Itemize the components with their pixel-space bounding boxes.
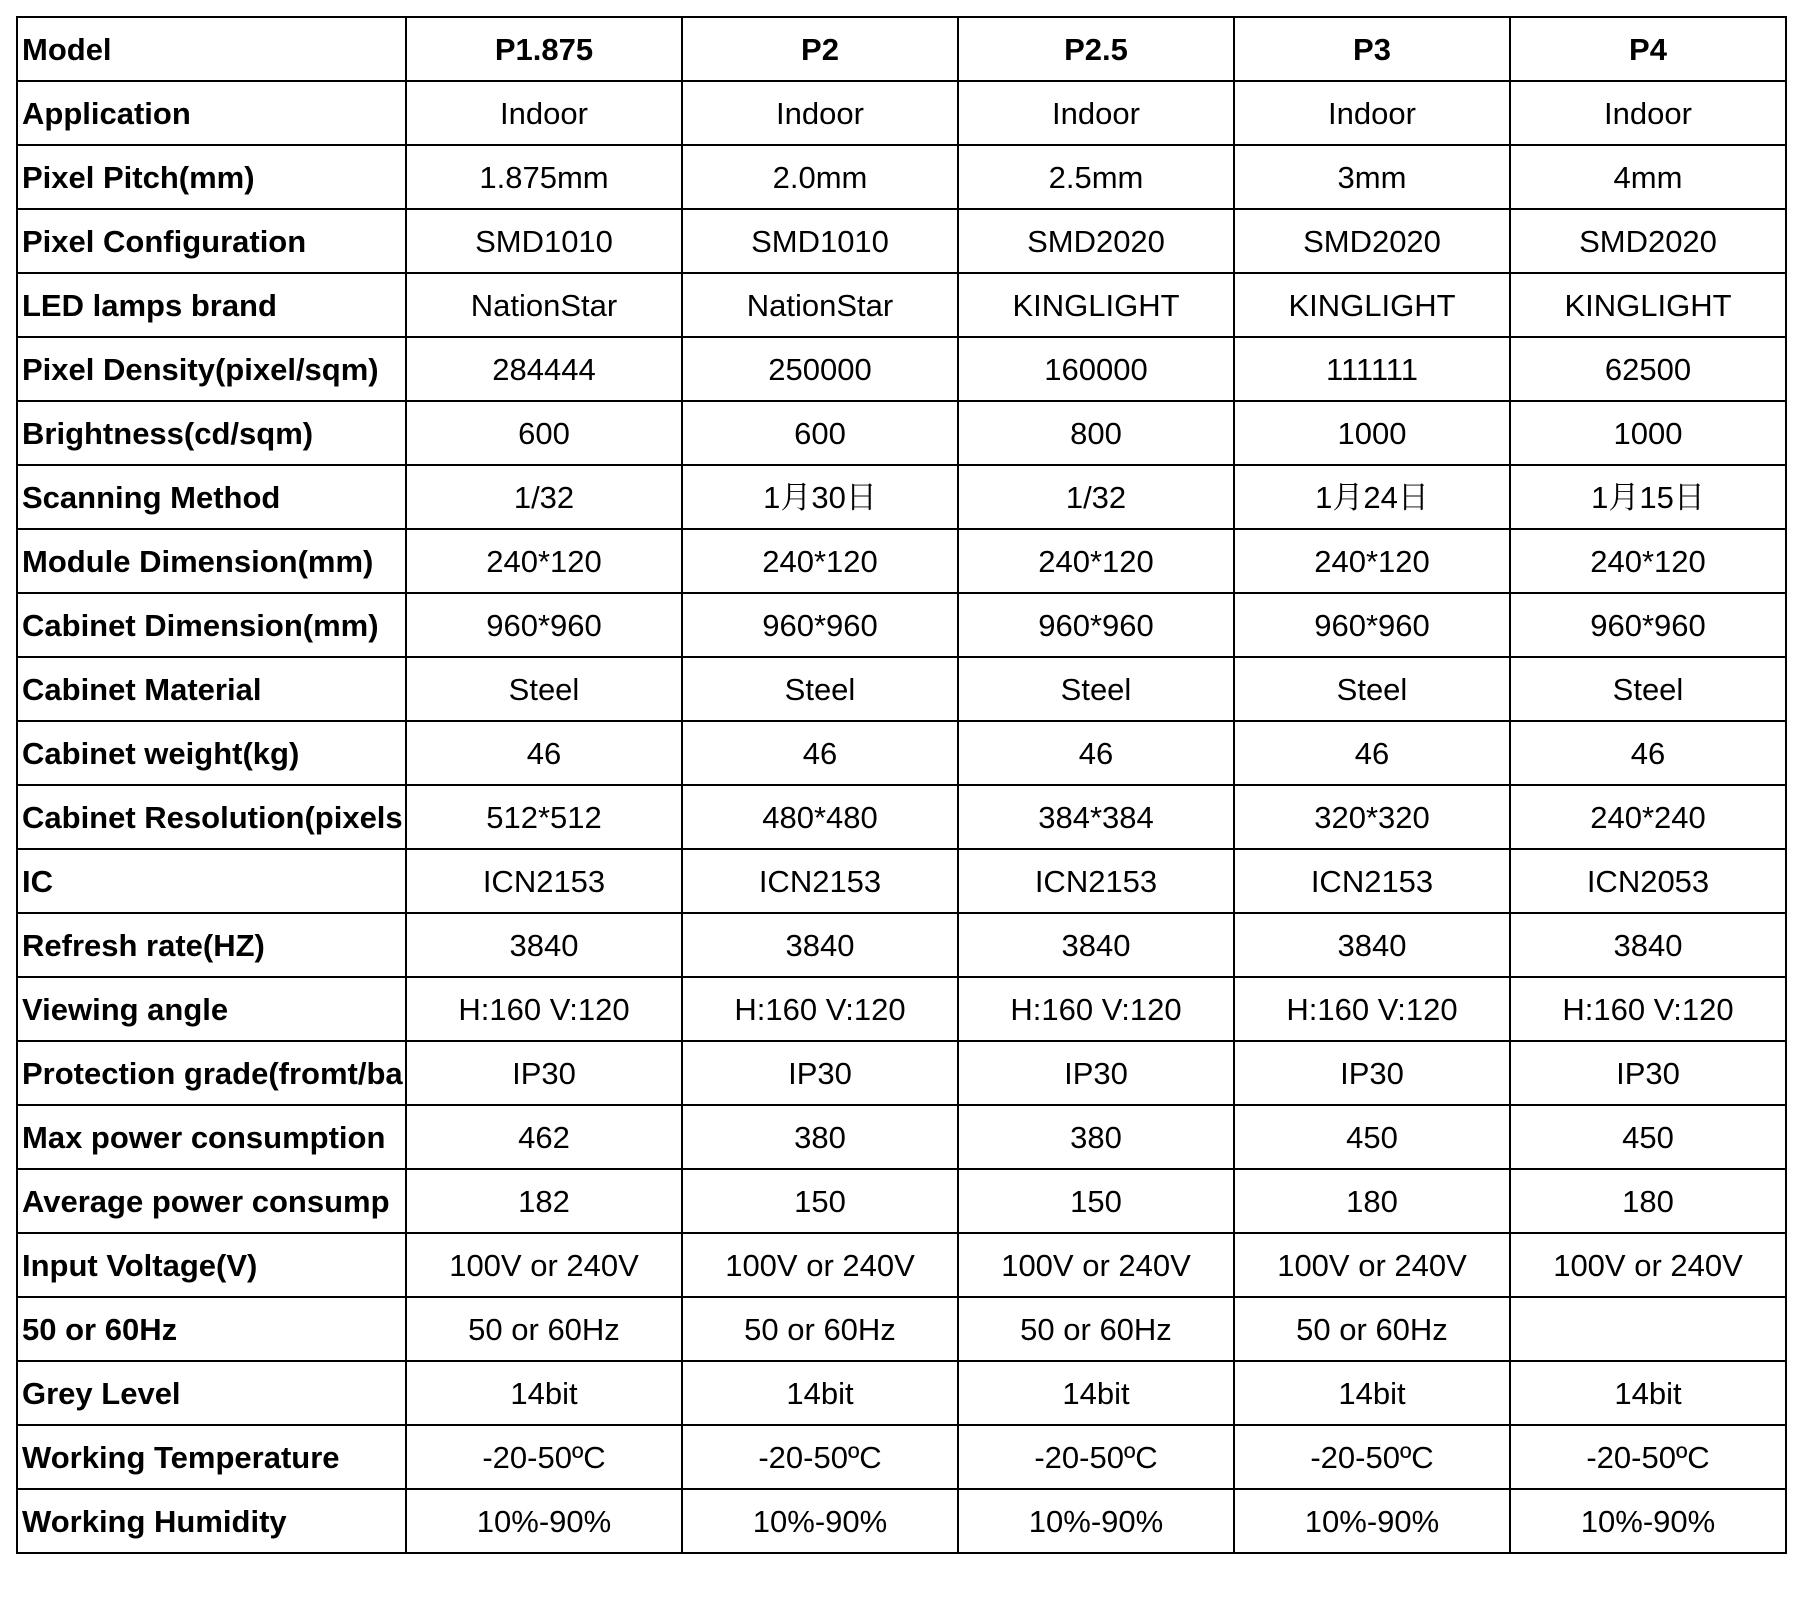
row-value-cell: SMD2020	[1510, 209, 1786, 273]
table-row	[17, 1105, 1786, 1169]
row-label-cell: Viewing angle	[17, 977, 406, 1041]
row-value-cell: 46	[1234, 721, 1510, 785]
table-row	[17, 1489, 1786, 1553]
row-label-cell: Protection grade(fromt/ba	[17, 1041, 406, 1105]
row-label-cell: Working Humidity	[17, 1489, 406, 1553]
row-value-cell: 14bit	[958, 1361, 1234, 1425]
row-value-cell: 512*512	[406, 785, 682, 849]
row-value-cell: 240*120	[1510, 529, 1786, 593]
row-value-cell: 384*384	[958, 785, 1234, 849]
row-value-cell: -20-50ºC	[1510, 1425, 1786, 1489]
row-value-cell: -20-50ºC	[406, 1425, 682, 1489]
row-value-cell: 62500	[1510, 337, 1786, 401]
row-value-cell: 240*120	[406, 529, 682, 593]
row-value-cell: 100V or 240V	[958, 1233, 1234, 1297]
row-value-cell: -20-50ºC	[1234, 1425, 1510, 1489]
row-label-cell: IC	[17, 849, 406, 913]
row-value-cell: 10%-90%	[1510, 1489, 1786, 1553]
table-row	[17, 145, 1786, 209]
row-value-cell: NationStar	[682, 273, 958, 337]
row-label-cell: Max power consumption	[17, 1105, 406, 1169]
row-value-cell: 180	[1510, 1169, 1786, 1233]
row-value-cell: SMD2020	[1234, 209, 1510, 273]
row-value-cell: ICN2153	[958, 849, 1234, 913]
row-label-cell: Pixel Pitch(mm)	[17, 145, 406, 209]
row-value-cell: H:160 V:120	[682, 977, 958, 1041]
header-model-cell: P2	[682, 17, 958, 81]
row-value-cell: 46	[406, 721, 682, 785]
row-value-cell: 46	[682, 721, 958, 785]
row-value-cell: H:160 V:120	[1510, 977, 1786, 1041]
row-value-cell: 3mm	[1234, 145, 1510, 209]
row-value-cell: 450	[1234, 1105, 1510, 1169]
row-label-cell: Cabinet Material	[17, 657, 406, 721]
row-value-cell: 240*120	[682, 529, 958, 593]
row-value-cell: 100V or 240V	[682, 1233, 958, 1297]
row-value-cell: IP30	[406, 1041, 682, 1105]
row-value-cell: -20-50ºC	[682, 1425, 958, 1489]
row-value-cell: 600	[406, 401, 682, 465]
row-value-cell: 1000	[1510, 401, 1786, 465]
row-label-cell: Application	[17, 81, 406, 145]
row-value-cell: 3840	[1234, 913, 1510, 977]
row-label-cell: Cabinet Resolution(pixels	[17, 785, 406, 849]
row-value-cell: SMD2020	[958, 209, 1234, 273]
row-value-cell: 3840	[1510, 913, 1786, 977]
row-value-cell: 46	[1510, 721, 1786, 785]
row-label-cell: Module Dimension(mm)	[17, 529, 406, 593]
row-label-cell: Cabinet weight(kg)	[17, 721, 406, 785]
row-value-cell: NationStar	[406, 273, 682, 337]
header-model-cell: P1.875	[406, 17, 682, 81]
row-value-cell: 10%-90%	[406, 1489, 682, 1553]
row-value-cell: 320*320	[1234, 785, 1510, 849]
row-value-cell: IP30	[682, 1041, 958, 1105]
row-label-cell: Scanning Method	[17, 465, 406, 529]
row-value-cell: 462	[406, 1105, 682, 1169]
row-value-cell: 150	[682, 1169, 958, 1233]
row-value-cell: Indoor	[1510, 81, 1786, 145]
row-value-cell: 180	[1234, 1169, 1510, 1233]
table-row	[17, 785, 1786, 849]
row-value-cell: 4mm	[1510, 145, 1786, 209]
table-row	[17, 1425, 1786, 1489]
row-label-cell: 50 or 60Hz	[17, 1297, 406, 1361]
row-value-cell: 3840	[958, 913, 1234, 977]
row-value-cell: ICN2153	[682, 849, 958, 913]
row-value-cell: Steel	[958, 657, 1234, 721]
table-row	[17, 1361, 1786, 1425]
row-value-cell: 380	[958, 1105, 1234, 1169]
table-row	[17, 529, 1786, 593]
row-value-cell: 10%-90%	[958, 1489, 1234, 1553]
table-row	[17, 593, 1786, 657]
row-value-cell: 450	[1510, 1105, 1786, 1169]
row-value-cell: 3840	[682, 913, 958, 977]
header-model-cell: P4	[1510, 17, 1786, 81]
row-value-cell: Indoor	[1234, 81, 1510, 145]
row-value-cell: 284444	[406, 337, 682, 401]
row-value-cell: Indoor	[406, 81, 682, 145]
row-value-cell: 50 or 60Hz	[682, 1297, 958, 1361]
specification-table-body	[17, 17, 1786, 1553]
header-label-cell: Model	[17, 17, 406, 81]
row-value-cell: 1000	[1234, 401, 1510, 465]
row-value-cell: KINGLIGHT	[1234, 273, 1510, 337]
row-value-cell: 160000	[958, 337, 1234, 401]
row-value-cell: 960*960	[1510, 593, 1786, 657]
table-row	[17, 401, 1786, 465]
row-value-cell: IP30	[958, 1041, 1234, 1105]
table-row	[17, 1233, 1786, 1297]
table-row	[17, 273, 1786, 337]
row-label-cell: Pixel Configuration	[17, 209, 406, 273]
table-row	[17, 1169, 1786, 1233]
row-label-cell: LED lamps brand	[17, 273, 406, 337]
table-row	[17, 337, 1786, 401]
row-value-cell: 1月24日	[1234, 465, 1510, 529]
row-value-cell: 10%-90%	[1234, 1489, 1510, 1553]
row-value-cell: Steel	[1234, 657, 1510, 721]
table-row	[17, 721, 1786, 785]
row-value-cell: ICN2153	[1234, 849, 1510, 913]
row-value-cell: 14bit	[682, 1361, 958, 1425]
row-value-cell	[1510, 1297, 1786, 1361]
row-value-cell: 960*960	[958, 593, 1234, 657]
row-value-cell: 250000	[682, 337, 958, 401]
row-value-cell: 3840	[406, 913, 682, 977]
row-value-cell: 1/32	[958, 465, 1234, 529]
row-label-cell: Cabinet Dimension(mm)	[17, 593, 406, 657]
row-value-cell: 1月30日	[682, 465, 958, 529]
row-value-cell: KINGLIGHT	[958, 273, 1234, 337]
row-value-cell: 240*240	[1510, 785, 1786, 849]
row-value-cell: H:160 V:120	[1234, 977, 1510, 1041]
row-value-cell: 960*960	[406, 593, 682, 657]
row-value-cell: 10%-90%	[682, 1489, 958, 1553]
row-value-cell: 14bit	[406, 1361, 682, 1425]
row-value-cell: 1月15日	[1510, 465, 1786, 529]
row-value-cell: 46	[958, 721, 1234, 785]
header-model-cell: P3	[1234, 17, 1510, 81]
row-value-cell: Steel	[1510, 657, 1786, 721]
table-row	[17, 81, 1786, 145]
table-row	[17, 209, 1786, 273]
row-value-cell: H:160 V:120	[958, 977, 1234, 1041]
row-value-cell: 960*960	[1234, 593, 1510, 657]
row-value-cell: 2.5mm	[958, 145, 1234, 209]
table-row	[17, 977, 1786, 1041]
row-value-cell: Steel	[406, 657, 682, 721]
row-value-cell: 50 or 60Hz	[406, 1297, 682, 1361]
header-model-cell: P2.5	[958, 17, 1234, 81]
row-value-cell: 960*960	[682, 593, 958, 657]
row-value-cell: 50 or 60Hz	[1234, 1297, 1510, 1361]
row-value-cell: 240*120	[1234, 529, 1510, 593]
row-value-cell: 14bit	[1234, 1361, 1510, 1425]
table-row	[17, 849, 1786, 913]
row-value-cell: 1.875mm	[406, 145, 682, 209]
row-value-cell: 2.0mm	[682, 145, 958, 209]
row-value-cell: 240*120	[958, 529, 1234, 593]
specification-table	[16, 16, 1787, 1554]
row-value-cell: 800	[958, 401, 1234, 465]
header-row	[17, 17, 1786, 81]
row-value-cell: 100V or 240V	[1234, 1233, 1510, 1297]
row-value-cell: Steel	[682, 657, 958, 721]
row-value-cell: 111111	[1234, 337, 1510, 401]
row-value-cell: SMD1010	[406, 209, 682, 273]
row-value-cell: IP30	[1234, 1041, 1510, 1105]
row-value-cell: IP30	[1510, 1041, 1786, 1105]
row-label-cell: Average power consump	[17, 1169, 406, 1233]
table-row	[17, 657, 1786, 721]
row-value-cell: 50 or 60Hz	[958, 1297, 1234, 1361]
row-value-cell: KINGLIGHT	[1510, 273, 1786, 337]
table-row	[17, 465, 1786, 529]
row-value-cell: 600	[682, 401, 958, 465]
row-value-cell: -20-50ºC	[958, 1425, 1234, 1489]
row-value-cell: 14bit	[1510, 1361, 1786, 1425]
table-row	[17, 913, 1786, 977]
row-value-cell: ICN2153	[406, 849, 682, 913]
row-value-cell: 182	[406, 1169, 682, 1233]
row-label-cell: Working Temperature	[17, 1425, 406, 1489]
row-value-cell: 480*480	[682, 785, 958, 849]
row-value-cell: Indoor	[682, 81, 958, 145]
row-value-cell: 100V or 240V	[406, 1233, 682, 1297]
row-value-cell: ICN2053	[1510, 849, 1786, 913]
row-label-cell: Input Voltage(V)	[17, 1233, 406, 1297]
row-value-cell: 150	[958, 1169, 1234, 1233]
row-value-cell: 380	[682, 1105, 958, 1169]
row-value-cell: SMD1010	[682, 209, 958, 273]
row-value-cell: 100V or 240V	[1510, 1233, 1786, 1297]
table-row	[17, 1297, 1786, 1361]
row-value-cell: 1/32	[406, 465, 682, 529]
row-label-cell: Pixel Density(pixel/sqm)	[17, 337, 406, 401]
table-row	[17, 1041, 1786, 1105]
row-value-cell: H:160 V:120	[406, 977, 682, 1041]
row-label-cell: Grey Level	[17, 1361, 406, 1425]
row-value-cell: Indoor	[958, 81, 1234, 145]
row-label-cell: Refresh rate(HZ)	[17, 913, 406, 977]
row-label-cell: Brightness(cd/sqm)	[17, 401, 406, 465]
